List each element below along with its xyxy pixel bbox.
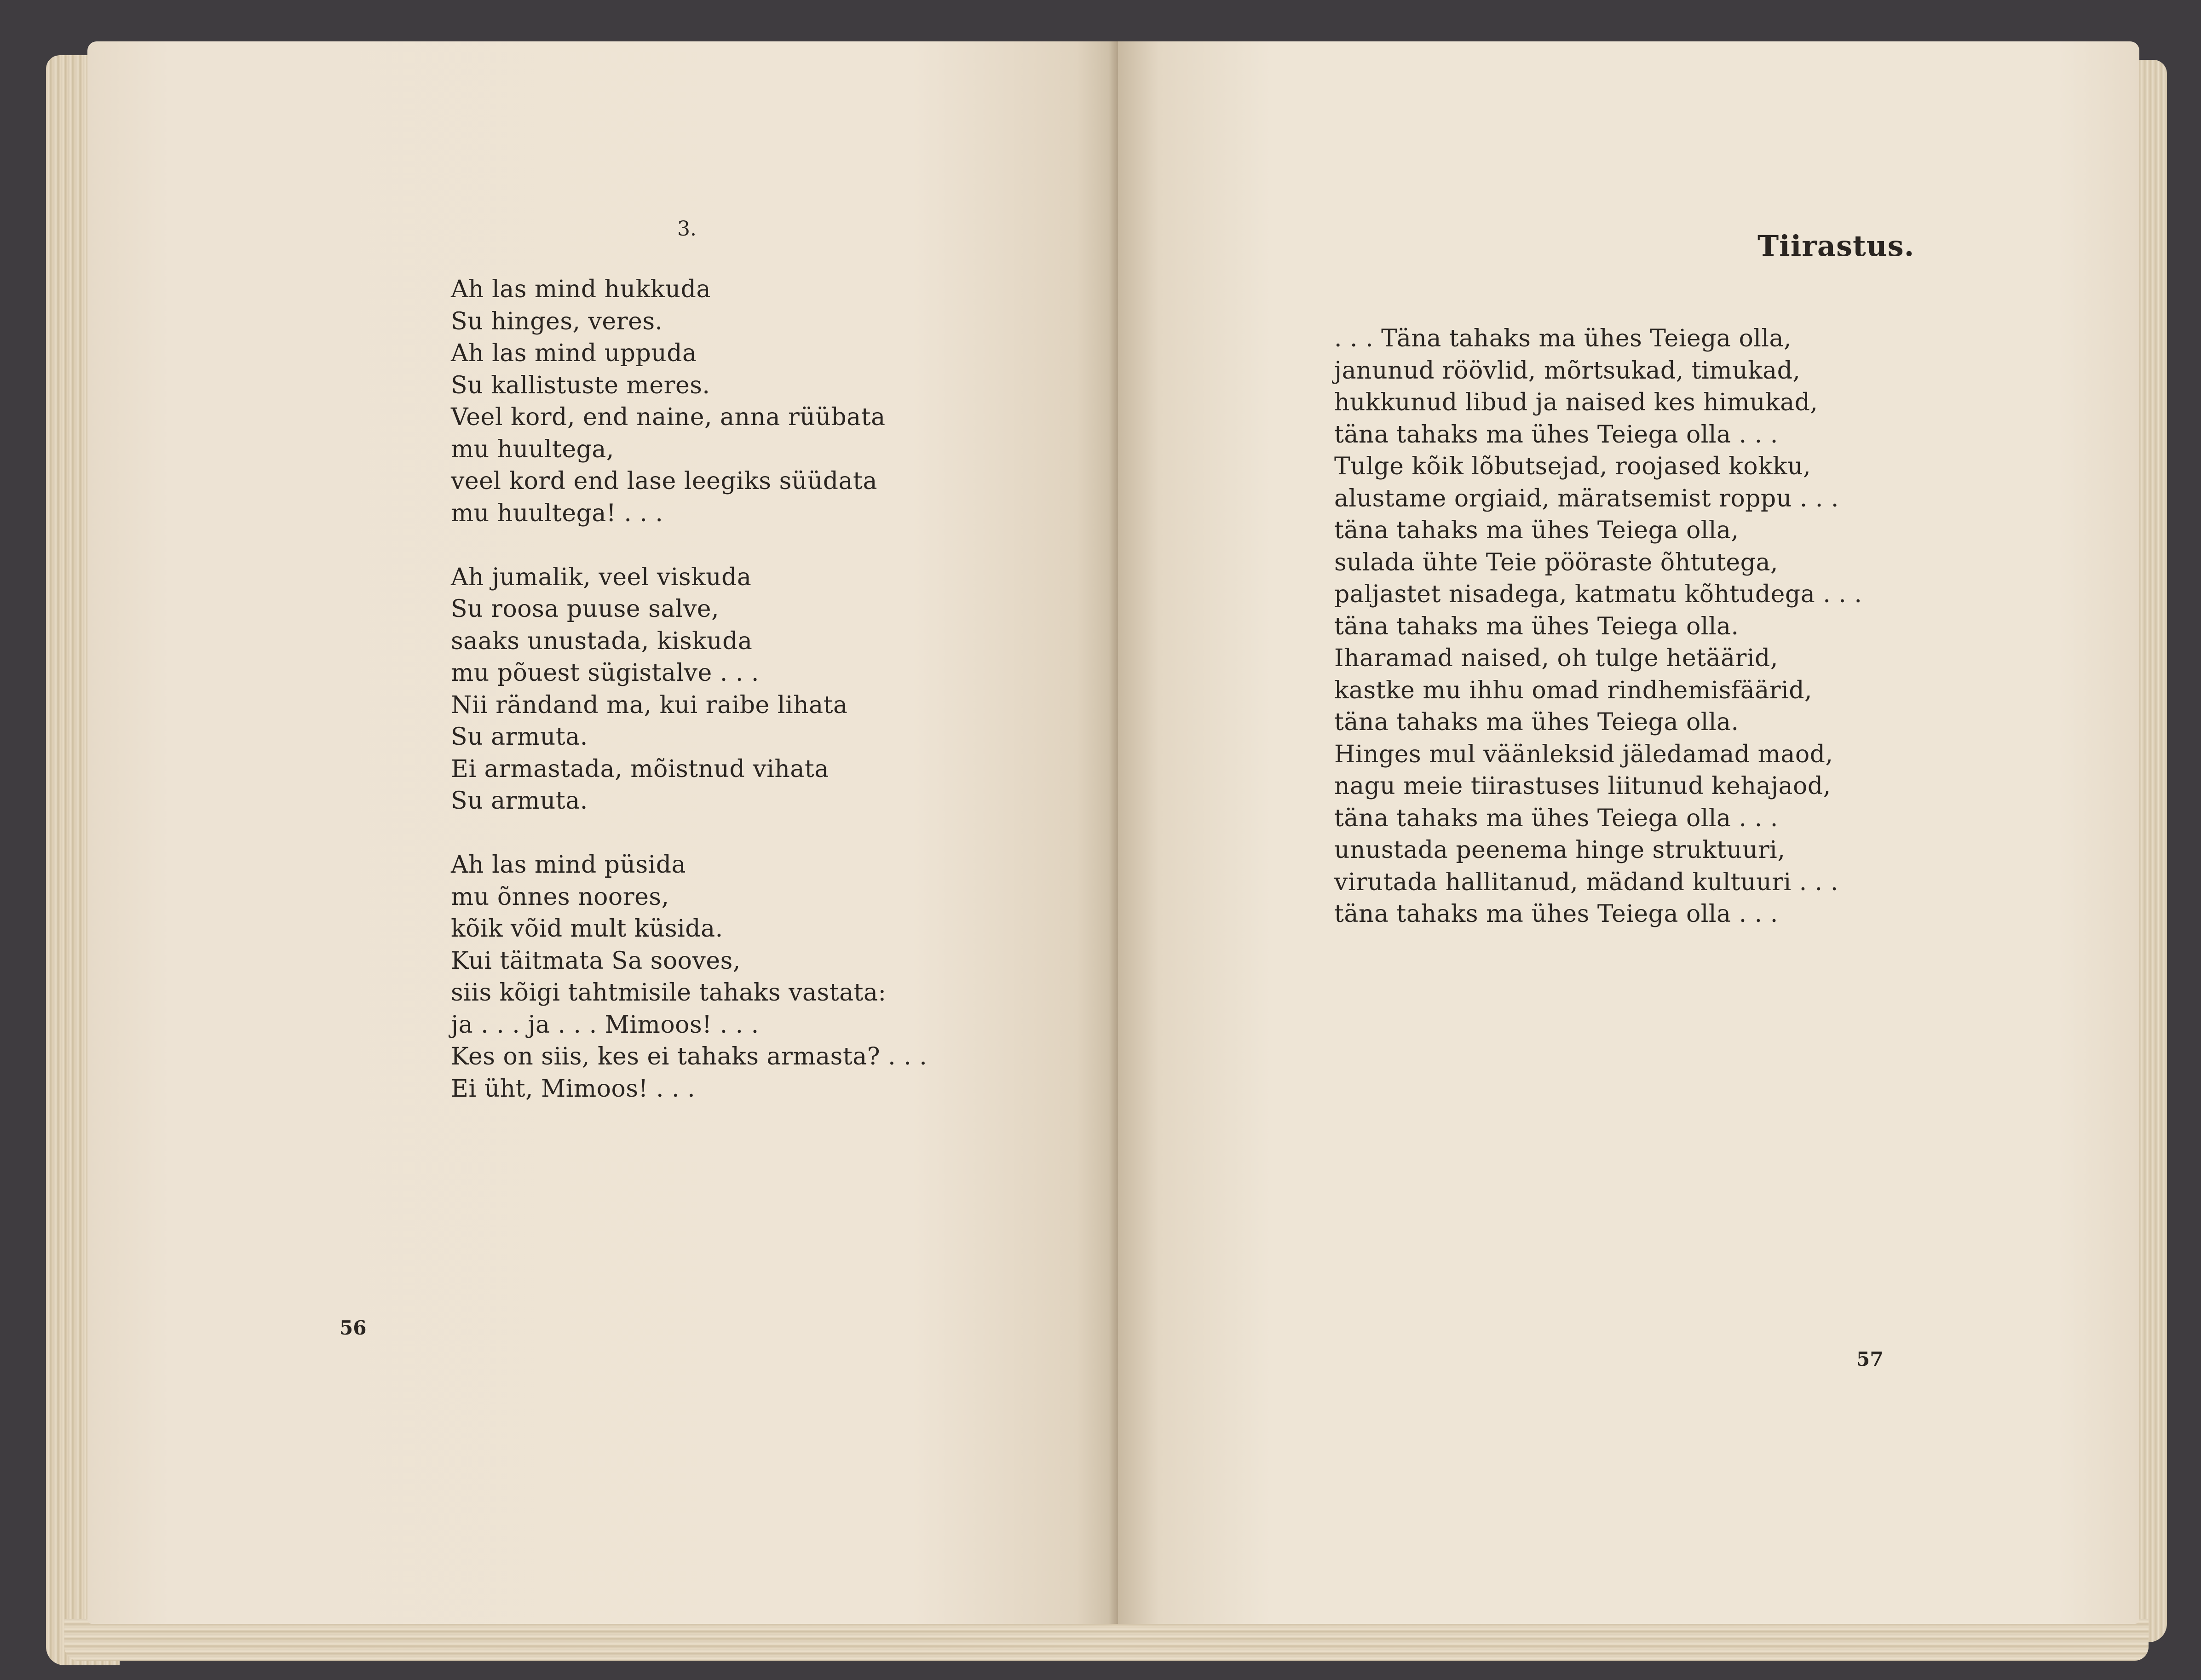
poem-line: Ah jumalik, veel viskuda [451,563,752,591]
poem-line: Kes on siis, kes ei tahaks armasta? . . . [451,1043,928,1070]
poem-line: täna tahaks ma ühes Teiega olla . . . [1334,804,1778,832]
poem-line: Ei üht, Mimoos! . . . [451,1075,696,1103]
stanza-break [451,817,927,850]
poem-line: hukkunud libud ja naised kes himukad, [1334,389,1818,416]
poem-line: mu õnnes noores, [451,883,669,911]
poem-line: Su roosa puuse salve, [451,595,720,623]
poem-line: mu huultega! . . . [451,499,663,527]
poem-line: Hinges mul väänleksid jäledamad maod, [1334,740,1833,768]
poem-line: virutada hallitanud, mädand kultuuri . . . [1334,868,1838,896]
poem-line: Iharamad naised, oh tulge hetäärid, [1334,644,1778,672]
poem-line: täna tahaks ma ühes Teiega olla, [1334,517,1739,544]
poem-line: . . . Täna tahaks ma ühes Teiega olla, [1334,325,1792,352]
poem-line: alustame orgiaid, märatsemist roppu . . . [1334,484,1839,512]
page-number-right: 57 [1856,1348,1884,1370]
poem-line: Ah las mind hukkuda [451,276,711,303]
poem-line: täna tahaks ma ühes Teiega olla . . . [1334,900,1778,928]
poem-line: paljastet nisadega, katmatu kõhtudega . . . [1334,581,1862,608]
poem-line: kastke mu ihhu omad rindhemisfäärid, [1334,676,1813,704]
poem-line: janunud röövlid, mõrtsukad, timukad, [1334,357,1801,385]
page-edges-bottom [64,1619,2149,1661]
poem-line: täna tahaks ma ühes Teiega olla. [1334,612,1739,640]
poem-line: Ei armastada, mõistnud vihata [451,755,829,783]
section-number: 3. [677,217,697,241]
page-number-left: 56 [340,1317,367,1339]
poem-line: unustada peenema hinge struktuuri, [1334,836,1786,864]
poem-line: Ah las mind püsida [451,851,686,879]
poem-line: Ah las mind uppuda [451,339,697,367]
poem-line: siis kõigi tahtmisile tahaks vastata: [451,979,887,1007]
poem-line: Su armuta. [451,723,588,751]
poem-line: ja . . . ja . . . Mimoos! . . . [451,1011,759,1039]
open-book [46,41,2167,1661]
poem-line: kõik võid mult küsida. [451,915,723,943]
poem-line: mu põuest sügistalve . . . [451,659,759,687]
poem-line: Su kallistuste meres. [451,371,710,399]
stanza-break [451,529,927,562]
poem-right [1334,323,1862,931]
poem-line: täna tahaks ma ühes Teiega olla . . . [1334,420,1778,449]
poem-line: Su armuta. [451,787,588,815]
poem-line: Veel kord, end naine, anna rüübata [451,403,886,431]
poem-left [451,274,927,1105]
left-page [87,41,1118,1624]
poem-line: täna tahaks ma ühes Teiega olla. [1334,708,1739,736]
poem-line: mu huultega, [451,435,614,463]
poem-line: saaks unustada, kiskuda [451,627,753,655]
poem-title: Tiirastus. [1757,229,1915,263]
right-page [1118,41,2139,1624]
poem-line: nagu meie tiirastuses liitunud kehajaod, [1334,772,1831,800]
poem-line: Nii rändand ma, kui raibe lihata [451,691,848,719]
poem-line: sulada ühte Teie pööraste õhtutega, [1334,548,1778,576]
poem-line: Tulge kõik lõbutsejad, roojased kokku, [1334,453,1811,480]
poem-line: Su hinges, veres. [451,307,663,335]
poem-line: veel kord end lase leegiks süüdata [451,467,877,495]
poem-line: Kui täitmata Sa sooves, [451,947,741,975]
